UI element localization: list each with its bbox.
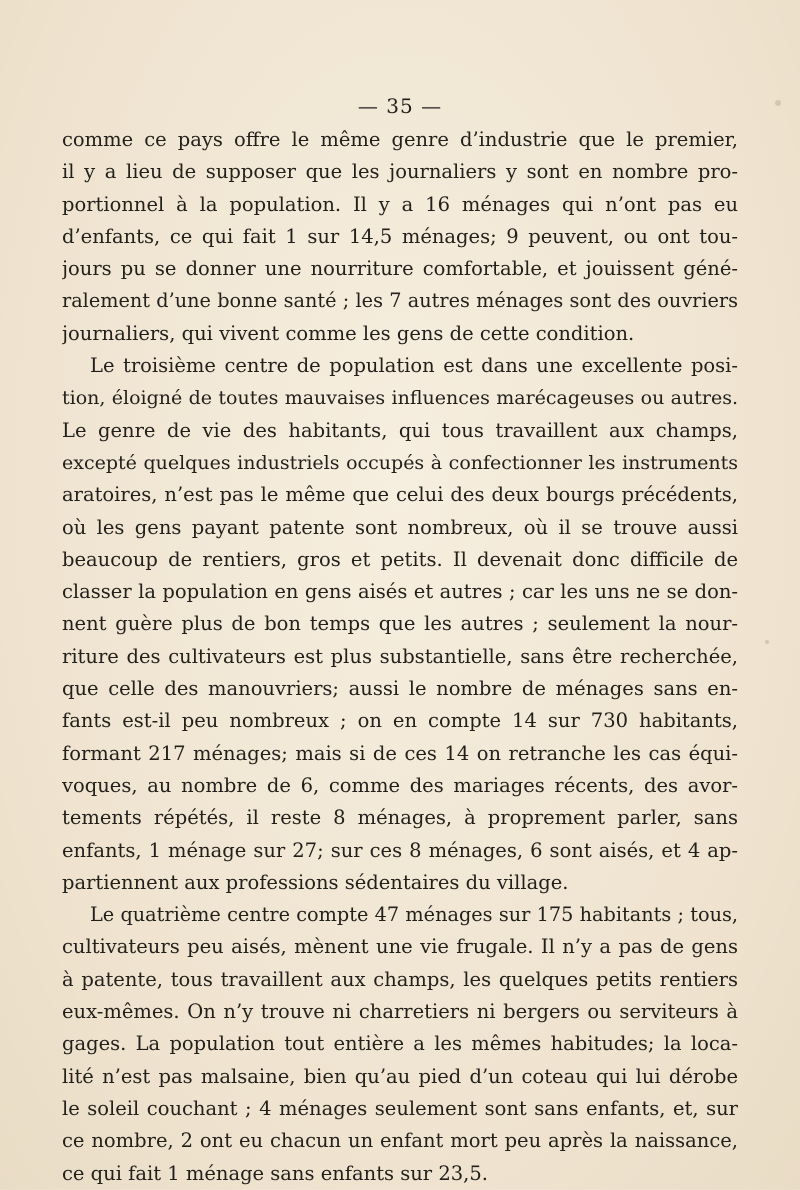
text-line: journaliers, qui vivent comme les gens de cette condition.	[62, 321, 635, 345]
text-line: jours pu se donner une nourriture comfortable, et jouissent géné-	[62, 257, 738, 281]
text-line: riture des cultivateurs est plus substantielle, sans être recherchée,	[62, 644, 738, 668]
text-line: il y a lieu de supposer que les journaliers y sont en nombre pro-	[62, 160, 738, 184]
text-line: ralement d’une bonne santé ; les 7 autres ménages sont des ouvriers	[62, 289, 738, 313]
text-line: aratoires, n’est pas le même que celui des deux bourgs précédents,	[62, 483, 738, 507]
text-line: d’enfants, ce qui fait 1 sur 14,5 ménages; 9 peuvent, ou ont tou-	[62, 224, 738, 248]
paper-spot	[775, 100, 781, 106]
text-line: tements répétés, il reste 8 ménages, à proprement parler, sans	[62, 806, 738, 830]
text-line: partiennent aux professions sédentaires du village.	[62, 870, 569, 894]
text-line: que celle des manouvriers; aussi le nombre de ménages sans en-	[62, 677, 738, 701]
text-line: où les gens payant patente sont nombreux, où il se trouve aussi	[62, 515, 738, 539]
text-line: classer la population en gens aisés et autres ; car les uns ne se don-	[62, 580, 738, 604]
text-line: Le troisième centre de population est dans une excellente posi-	[90, 354, 738, 378]
text-line: gages. La population tout entière a les mêmes habitudes; la loca-	[62, 1032, 738, 1056]
text-line: formant 217 ménages; mais si de ces 14 on retranche les cas équi-	[62, 741, 738, 765]
text-line: nent guère plus de bon temps que les autres ; seulement la nour-	[62, 612, 738, 636]
text-line: portionnel à la population. Il y a 16 ménages qui n’ont pas eu	[62, 192, 738, 216]
paper-spot	[765, 640, 769, 644]
text-line: enfants, 1 ménage sur 27; sur ces 8 ménages, 6 sont aisés, et 4 ap-	[62, 838, 738, 862]
text-line: cultivateurs peu aisés, mènent une vie frugale. Il n’y a pas de gens	[62, 935, 738, 959]
text-line: à patente, tous travaillent aux champs, les quelques petits rentiers	[62, 967, 738, 991]
text-line: ce nombre, 2 ont eu chacun un enfant mort peu après la naissance,	[62, 1129, 738, 1153]
text-line: fants est-il peu nombreux ; on en compte 14 sur 730 habitants,	[62, 709, 738, 733]
text-line: lité n’est pas malsaine, bien qu’au pied d’un coteau qui lui dérobe	[62, 1064, 738, 1088]
text-line: Le quatrième centre compte 47 ménages sur 175 habitants ; tous,	[90, 903, 738, 927]
text-line: beaucoup de rentiers, gros et petits. Il devenait donc difficile de	[62, 547, 738, 571]
text-line: excepté quelques industriels occupés à confectionner les instruments	[62, 451, 738, 474]
body-text	[62, 124, 738, 1190]
text-line: tion, éloigné de toutes mauvaises influences marécageuses ou autres.	[62, 387, 738, 410]
text-line: comme ce pays offre le même genre d’industrie que le premier,	[62, 128, 738, 151]
text-line: eux-mêmes. On n’y trouve ni charretiers ni bergers ou serviteurs à	[62, 1000, 738, 1024]
text-line: Le genre de vie des habitants, qui tous travaillent aux champs,	[62, 418, 738, 442]
text-line: le soleil couchant ; 4 ménages seulement sont sans enfants, et, sur	[62, 1096, 738, 1120]
page-number: — 35 —	[357, 94, 443, 118]
text-line: voques, au nombre de 6, comme des mariages récents, des avor-	[62, 773, 738, 797]
text-line: ce qui fait 1 ménage sans enfants sur 23,5.	[62, 1161, 488, 1185]
